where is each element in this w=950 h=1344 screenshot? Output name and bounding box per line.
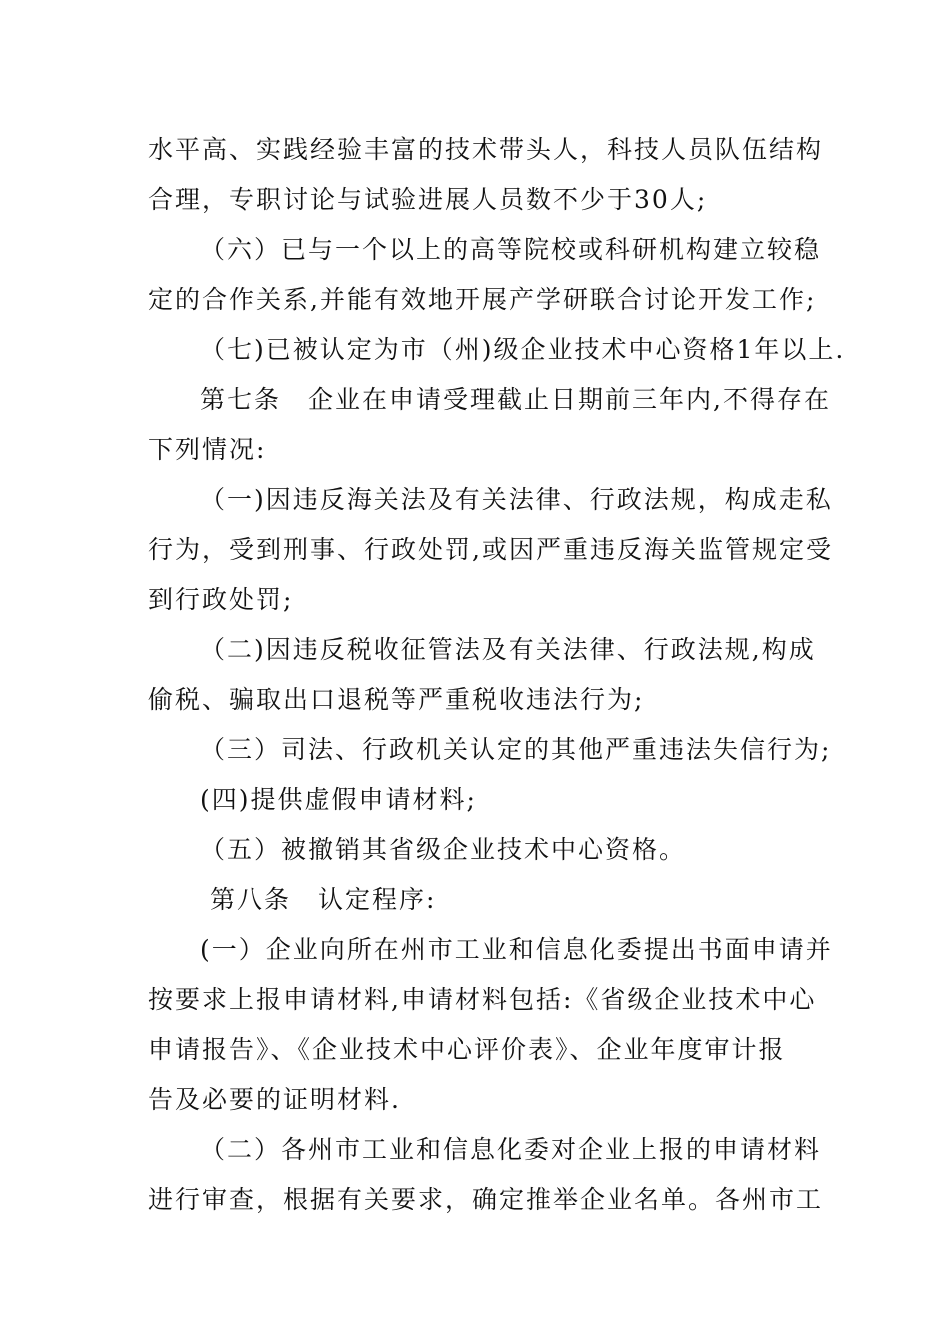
text-line: 申请报告》、《企业技术中心评价表》、企业年度审计报 [148, 1035, 786, 1064]
text-line: 告及必要的证明材料. [148, 1085, 401, 1114]
text-line: （五）被撤销其省级企业技术中心资格。 [200, 835, 687, 864]
text-line: 按要求上报申请材料,申请材料包括:《省级企业技术中心 [148, 985, 817, 1014]
text-line: (四)提供虚假申请材料; [200, 785, 477, 814]
text-line: （二)因违反税收征管法及有关法律、行政法规,构成 [200, 635, 816, 664]
article-heading: 第七条 企业在申请受理截止日期前三年内,不得存在 [200, 385, 831, 414]
text-line: 偷税、骗取出口退税等严重税收违法行为; [148, 685, 645, 714]
text-line: （七)已被认定为市（州)级企业技术中心资格1年以上. [200, 335, 846, 364]
text-line: 定的合作关系,并能有效地开展产学研联合讨论开发工作; [148, 285, 817, 314]
article-heading: 第八条 认定程序: [210, 885, 437, 914]
text-line: 水平高、实践经验丰富的技术带头人，科技人员队伍结构 [148, 135, 824, 164]
text-line: （三）司法、行政机关认定的其他严重违法失信行为; [200, 735, 832, 764]
text-line: （一)因违反海关法及有关法律、行政法规，构成走私 [200, 485, 833, 514]
text-line: （二）各州市工业和信息化委对企业上报的申请材料 [200, 1135, 822, 1164]
text-line: （六）已与一个以上的高等院校或科研机构建立较稳 [200, 235, 822, 264]
text-line: 行为，受到刑事、行政处罚,或因严重违反海关监管规定受 [148, 535, 833, 564]
text-line: 合理，专职讨论与试验进展人员数不少于30人; [148, 185, 708, 214]
text-line: 下列情况: [148, 435, 267, 464]
text-line: 到行政处罚; [148, 585, 294, 614]
text-line: (一）企业向所在州市工业和信息化委提出书面申请并 [200, 935, 833, 964]
text-line: 进行审查，根据有关要求，确定推举企业名单。各州市工 [148, 1185, 824, 1214]
